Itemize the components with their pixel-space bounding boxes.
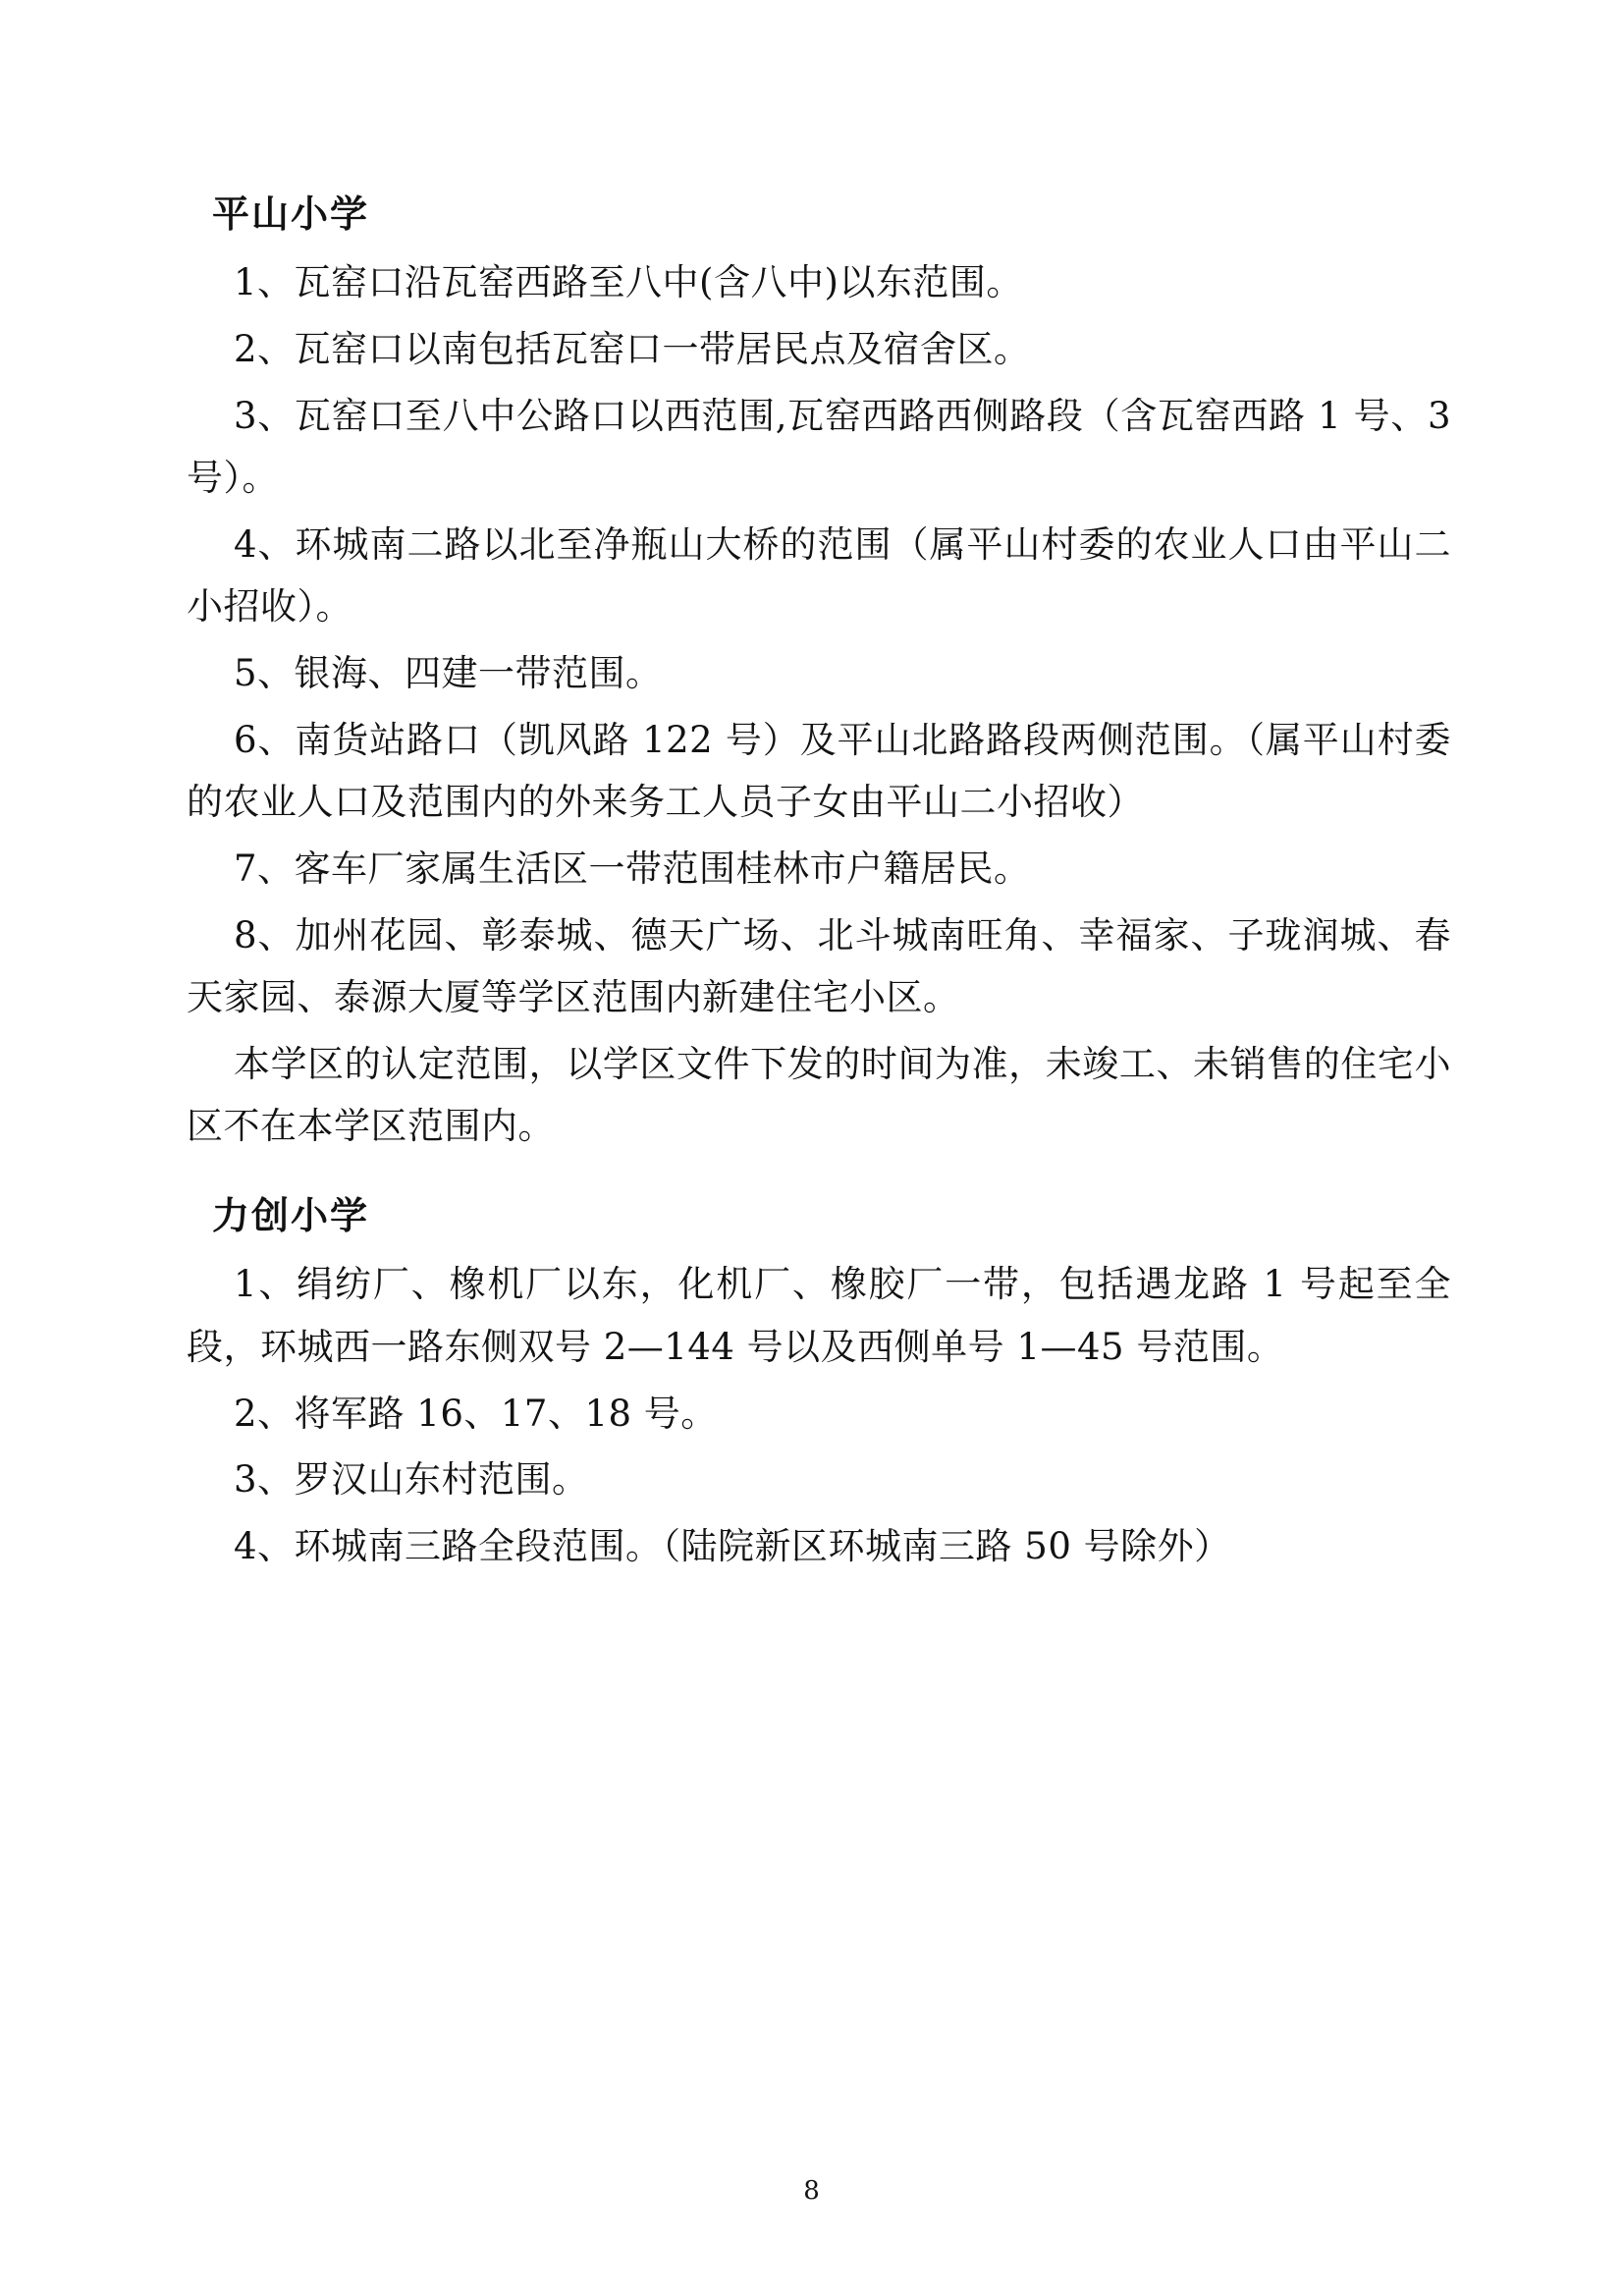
document-body (187, 182, 1451, 1578)
paragraph: 2、瓦窑口以南包括瓦窑口一带居民点及宿舍区。 (234, 327, 1031, 370)
paragraph: 本学区的认定范围，以学区文件下发的时间为准，未竣工、未销售的住宅小区不在本学区范围内。 (187, 1042, 1451, 1148)
paragraph: 7、客车厂家属生活区一带范围桂林市户籍居民。 (234, 847, 1031, 890)
section-title-lichuang: 力创小学 (212, 1193, 370, 1238)
paragraph: 6、南货站路口（凯风路 122 号）及平山北路路段两侧范围。（属平山村委的农业人口及范围内的外来务工人员子女由平山二小招收） (187, 718, 1451, 824)
paragraph: 1、绢纺厂、橡机厂以东，化机厂、橡胶厂一带，包括遇龙路 1 号起至全段，环城西一路东侧双号 2—144 号以及西侧单号 1—45 号范围。 (187, 1263, 1451, 1369)
paragraph: 3、瓦窑口至八中公路口以西范围,瓦窑西路西侧路段（含瓦窑西路 1 号、3 号）。 (187, 394, 1451, 500)
section-title-pingshan: 平山小学 (212, 191, 370, 236)
page-number: 8 (803, 2176, 820, 2206)
paragraph: 1、瓦窑口沿瓦窑西路至八中(含八中)以东范围。 (234, 261, 1023, 304)
paragraph: 4、环城南三路全段范围。（陆院新区环城南三路 50 号除外） (234, 1524, 1231, 1567)
paragraph: 3、罗汉山东村范围。 (234, 1458, 589, 1502)
paragraph: 4、环城南二路以北至净瓶山大桥的范围（属平山村委的农业人口由平山二小招收）。 (187, 522, 1451, 629)
paragraph: 5、银海、四建一带范围。 (234, 652, 663, 695)
paragraph: 8、加州花园、彰泰城、德天广场、北斗城南旺角、幸福家、子珑润城、春天家园、泰源大厦等学区范围内新建住宅小区。 (187, 913, 1451, 1019)
paragraph: 2、将军路 16、17、18 号。 (234, 1392, 718, 1435)
